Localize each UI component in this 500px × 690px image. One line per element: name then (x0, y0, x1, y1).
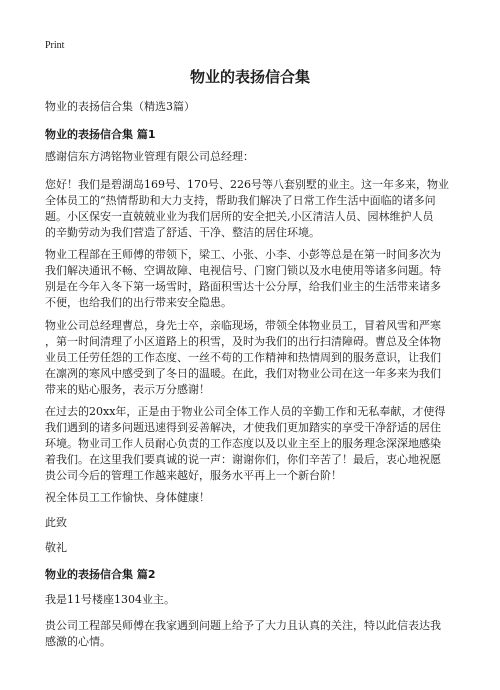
text-line: 业员工任劳任怨的工作态度、一丝不苟的工作精神和热情周到的服务意识，让我们 (45, 351, 441, 364)
text-line: 别是在今年入冬下第一场雪时，路面积雪达十公分厚，给我们业主的生活带来诸多 (45, 280, 441, 293)
document-subtitle: 物业的表扬信合集（精选3篇） (45, 100, 195, 113)
text-line: 贵公司工程部吴师傅在我家遇到问题上给予了大力且认真的关注，特以此信表达我 (45, 619, 441, 632)
text-line: 您好！我们是碧湖岛169号、170号、226号等八套别墅的业主。这一年多来，物业 (45, 178, 449, 191)
text-line: 感激的心情。 (45, 635, 111, 648)
section-heading-1: 物业的表扬信合集 篇1 (45, 128, 156, 141)
text-line: 物业公司总经理曹总，身先士卒，亲临现场，带领全体物业员工，冒着风雪和严寒 (45, 319, 441, 332)
document-title: 物业的表扬信合集 (189, 68, 310, 86)
paragraph (45, 592, 463, 608)
paragraph (45, 618, 463, 650)
paragraph (45, 247, 463, 311)
text-line: 题。小区保安一直兢兢业业为我们居所的安全把关,小区清洁人员、园林维护人员 (45, 210, 434, 223)
paragraph (45, 177, 463, 241)
text-line: 我们解决通讯不畅、空调故障、电视信号、门窗门锁以及水电使用等诸多问题。特 (45, 264, 441, 277)
paragraph (45, 490, 463, 506)
text-line: 祝全体员工工作愉快、身体健康！ (45, 491, 210, 504)
letter-greeting: 感谢信东方鸿铭物业管理有限公司总经理： (45, 150, 254, 163)
text-line: 敬礼 (45, 541, 67, 554)
text-line: 环境。物业司工作人员耐心负责的工作态度以及以业主至上的服务理念深深地感染 (45, 437, 441, 450)
text-line: 我们遇到的诸多问题迅速得到妥善解决，才使我们更加踏实的享受干净舒适的居住 (45, 421, 441, 434)
text-line: 带来的贴心服务，表示万分感谢！ (45, 383, 210, 396)
closing-line (45, 540, 463, 556)
text-line: 贵公司今后的管理工作越来越好，服务水平再上一个新台阶！ (45, 469, 342, 482)
text-line: ，第一时间清理了小区道路上的积雪，及时为我们的出行扫清障碍。曹总及全体物 (45, 335, 441, 348)
text-line: 在凛冽的寒风中感受到了冬日的温暖。在此，我们对物业公司在这一年多来为我们 (45, 367, 441, 380)
text-line: 全体员工的“热情帮助和大力支持，帮助我们解决了日常工作生活中面临的诸多问 (45, 194, 436, 207)
paragraph (45, 318, 463, 398)
closing-line (45, 515, 463, 531)
text-line: 此致 (45, 516, 67, 529)
text-line: 着我们。在这里我们要真诚的说一声：谢谢你们，你们辛苦了！最后，衷心地祝愿 (45, 453, 441, 466)
text-line: 我是11号楼座1304业主。 (45, 593, 175, 606)
print-label: Print (45, 40, 65, 51)
paragraph (45, 404, 463, 484)
section-heading-2: 物业的表扬信合集 篇2 (45, 568, 156, 581)
text-line: 不便，也给我们的出行带来安全隐患。 (45, 296, 232, 309)
text-line: 物业工程部在王师傅的带领下，梁工、小张、小李、小彭等总是在第一时间多次为 (45, 248, 441, 261)
text-line: 的辛勤劳动为我们营造了舒适、干净、整洁的居住环境。 (45, 226, 320, 239)
text-line: 在过去的20xx年，正是由于物业公司全体工作人员的辛勤工作和无私奉献，才使得 (45, 405, 446, 418)
